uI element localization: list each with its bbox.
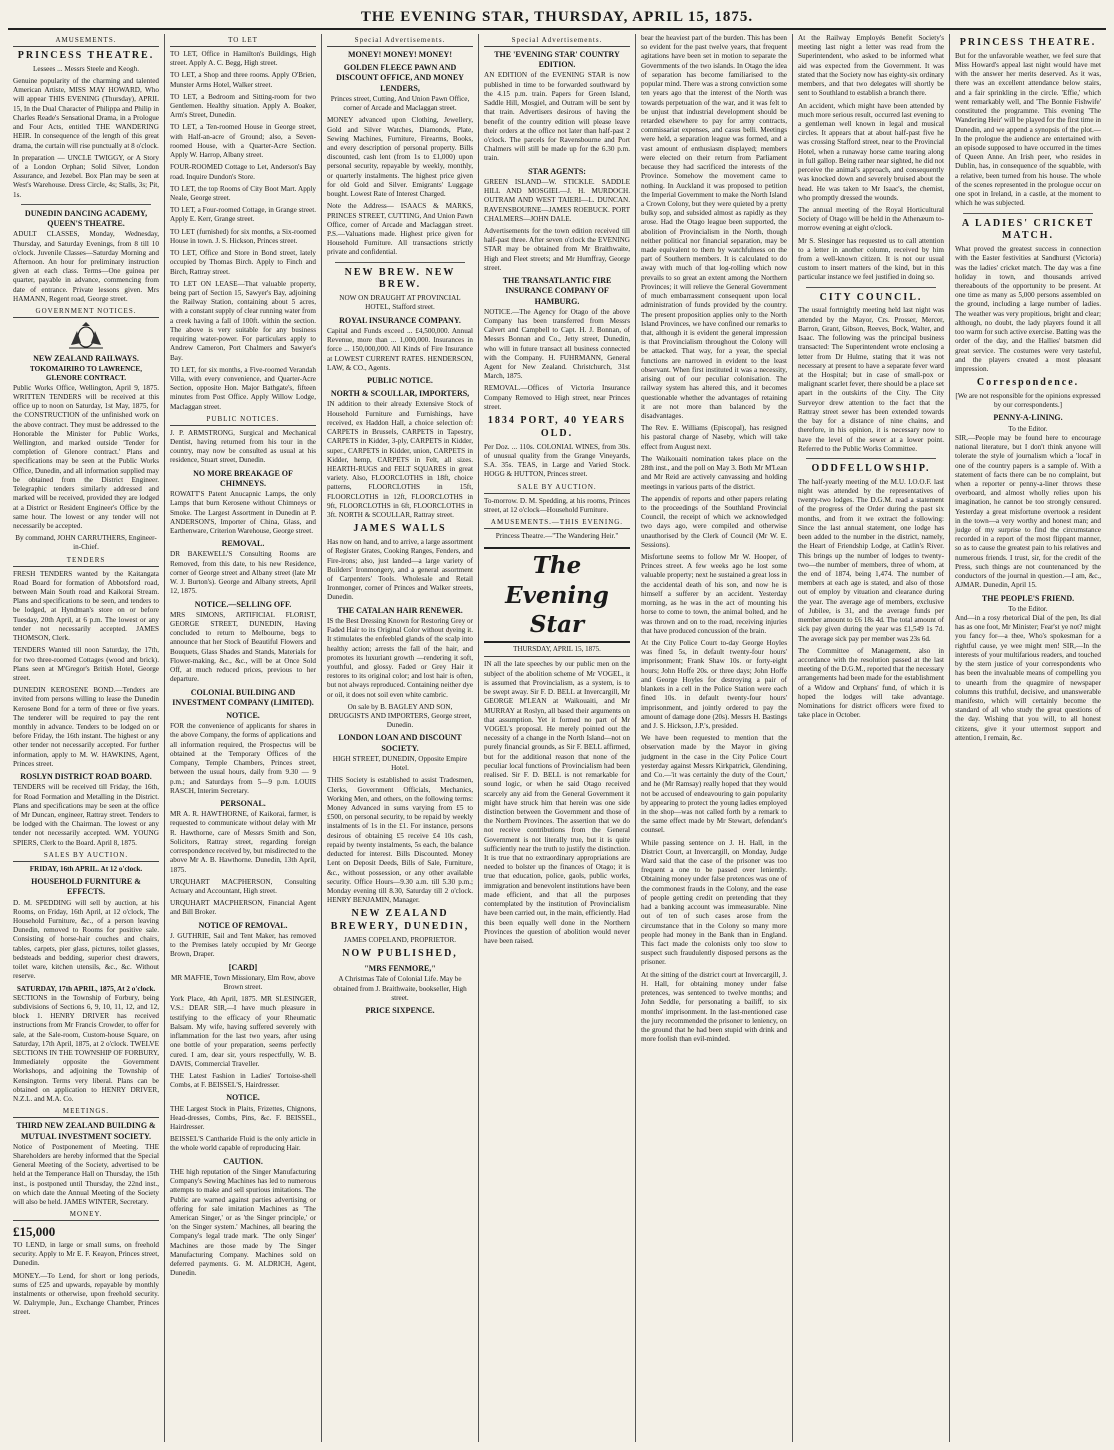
dancing-ad-title: DUNEDIN DANCING ACADEMY, QUEEN'S THEATRE. <box>24 208 148 229</box>
royal-insurance-title: ROYAL INSURANCE COMPANY. <box>339 315 461 325</box>
sale-date: SATURDAY, 17th APRIL, 1875, At 2 o'clock. <box>16 984 156 993</box>
selling-off-body: MRS SIMONS, ARTIFICIAL FLORIST, GEORGE STREET, DUNEDIN, Having concluded to return to Melbourne, begs to announce that her Stock of Beautiful Flowers and Bouquets, Glass Shades and Stands, Materials for Flower-making, &c., &c., will be at Once Sold Off, at much reduced prices, previous to her departure. <box>170 610 316 684</box>
section-heading-tenders: TENDERS <box>13 556 159 567</box>
letter-title: PENNY-A-LINING. <box>993 413 1063 423</box>
golden-fleece-title: GOLDEN FLEECE PAWN AND DISCOUNT OFFICE, AND MONEY LENDERS, <box>336 63 464 93</box>
letter-salutation: To the Editor. <box>1008 604 1048 613</box>
now-published-title: NOW PUBLISHED, <box>342 948 458 960</box>
correspondence-disclaimer: [We are not responsible for the opinions expressed by our correspondents.] <box>955 391 1101 410</box>
to-let-ad: TO LET (furnished) for six months, a Six-roomed House in town. J. S. Hickson, Princes street. <box>170 227 316 245</box>
theatre-ad-title: PRINCESS THEATRE. <box>17 49 155 61</box>
golden-fleece-body: MONEY advanced upon Clothing, Jewellery, Gold and Silver Watches, Diamonds, Plate, Sewing Machines, Furniture, Firearms, Books, and every description of personal property. Bills discounted, cash lent (from 1s to £1,000) upon personal security, repayable by weekly, monthly, or quarterly instalments. The highest price given for old Gold and Silver. Emigrants' Luggage bought. Lowest Rate of Interest Charged. <box>327 116 473 199</box>
news-item: The Rev. E. Williams (Episcopal), has resigned his pastoral charge of Naseby, which will take effect from August next. <box>641 424 787 451</box>
meeting-title: THIRD NEW ZEALAND BUILDING & MUTUAL INVESTMENT SOCIETY. <box>16 1121 156 1141</box>
testimonial-letter: York Place, 4th April, 1875. MR SLESINGER, V.S.: DEAR SIR,—I have much pleasure in testifying to the efficacy of your Rheumatic Balsam. My wife, having suffered severely with inflammation for the last two years, after using one bottle of your preparation, seems perfectly cured. I am, dear sir, yours respectfully, W. B. DAVIS, Commercial Traveller. <box>170 995 316 1068</box>
news-item: At the City Police Court to-day George Hoyles was fined 5s, in default twenty-four hours' imprisonment; Frank Shaw 10s. or forty-eight hours; John Hoffe 20s. or three days; John Hoffe and George Hoyles for destroying a pair of blankets in a cell in the Police Station were each fined 10s. in default twenty-four hours' imprisonment, and jointly ordered to pay the amount of damage done (20s). Messrs H. Bastings and J. S. Hickson, J.P.'s, presided. <box>641 639 787 730</box>
tender-ad: FRESH TENDERS wanted by the Kaitangata Road Board for formation of Abbotsford road, between Main South road and Kaikorai Stream. Plans and specifications to be seen, and tenders to be lodged, at Hyndman's store on or before Tuesday, 20th April, at 6 p.m. The lowest or any tender not necessarily accepted. JAMES THOMSON, Clerk. <box>13 569 159 643</box>
news-item: The Waikouaiti nomination takes place on the 28th inst., and the poll on May 3. Both Mr M'Lean and Mr Reid are actively canvassing and holding meetings in various parts of the district. <box>641 454 787 491</box>
royal-crest-icon <box>13 321 159 351</box>
oddfellowship-report: The Committee of Management, also in accordance with the resolution passed at the last meeting of the D.G.M., reported that the necessary arrangements had been made for the establishment of a Widow and Orphans' fund, of which it is hoped the lodges will take advantage. Nominations for district officers were fixed to take place in October. <box>798 646 944 720</box>
news-item: At the Railway Employés Benefit Society's meeting last night a letter was read from the Superintendent, who asked to be informed what aid was expected from the Government. It was stated that the Society now has eighty-six ordinary members, and that two delegates will shortly be sent to Southland to establish a branch there. <box>798 34 944 98</box>
beissel-ad: BEISSEL'S Cantharide Fluid is the only article in the whole world capable of reproducing Hair. <box>170 1135 316 1153</box>
sale-title: HOUSEHOLD FURNITURE & EFFECTS. <box>31 877 141 897</box>
removal-title: REMOVAL. <box>221 539 265 549</box>
article-continuation: bear the heaviest part of the burden. This has been so evident for the past twelve years, that frequent agitations have been set in motion to separate the Governments of the two islands. In Otago the idea of separation has become familiarised to the popular mind. There was a strong conviction some ten years ago that the interest of the North was towards perpetuation of the war, and it was felt to be unjust that industrial development should be retarded elsewhere to pay for army contracts, commissariat expenses, and casus belli. Meetings were held, a separation league was formed, and a vast amount of enthusiasm displayed; members were elected on their return from Parliament because they had sacrificed the interests of the Province. Somehow the movement came to nothing. In Auckland it was proposed to petition the Imperial Government to make the North Island a Crown Colony, but they were quieted by a pretty bulky sop, and subsided almost as rapidly as they arose. Had the Otago league been supported, the abolition of Provincialism in the North, though neither political nor financial separation, may be made equivalent to them by watchfulness on the part of Southern members. It is calculated to do away with much of that log-rolling which now prevails to so great an extent among the Northern Provinces; it will relieve the General Government of much embarrassment consequent upon local administration of funds provided by the country. The present proposition applies only to the North Island Provinces, we have confined our remarks to that, although it is evident the general impression is that Provincialism throughout the Colony will be attacked. That way, for a year, the special functions are narrowed in evident to the least observant. When first instituted it was a necessity, arising out of our peculiar colonisation. The railway system has altered this, and it becomes questionable whether the advantages of retaining it are not more than balanced by the disadvantages. <box>641 34 787 420</box>
removal-body: DR BAKEWELL'S Consulting Rooms are Removed, from this date, to his new Residence, corner of George street and Albany street (late Mr W. J. Burton's). George and Albany streets, April 12, 1875. <box>170 550 316 596</box>
star-agents-title: STAR AGENTS: <box>528 166 586 176</box>
north-scoullar-body: IN addition to their already Extensive Stock of Household Furniture and Furnishings, have received, ex Haddon Hall, a choice selection of: CARPETS in Brussels, CARPETS in Tapestry, CARPETS in Kidder, 3-ply, CARPETS in Kidder, super., CARPETS in Kidder, union, CARPETS in Kidder, hemp, CARPETS in Felt, all sizes. HEARTH-RUGS and FELT SQUARES in great variety. Also, FLOORCLOTHS in 18ft, choice patterns, FLOORCLOTHS in 15ft, FLOORCLOTHS in 12ft, FLOORCLOTHS in 9ft, FLOORCLOTHS in 6ft, FLOORCLOTHS in 3ft. NORTH & SCOULLAR, Rattray street. <box>327 400 473 520</box>
money-banner: MONEY! MONEY! MONEY! <box>348 49 452 59</box>
news-item: The annual meeting of the Royal Horticultural Society of Otago will be held in the Athenæum to-morrow evening at eight o'clock. <box>798 205 944 233</box>
letter-body: And—in a rosy rhetorical Dial of the pen, Its dial has as one foot, Mr Minister; Fear'st ye not? might you fancy for—a thee, Who's spokesman for a rightful cause, ye wee might men! SIR,—In the interests of your multifarious readers, and touched by the stern justice of your correspondents who has been the invaluable means of compelling you to unearth from the quagmire of newspaper columns this truthful, decisive, and unanswerable manifesto, which will certainly become the standard of all who study the great questions of the day. Wishing that you will, to all honest citizens, give it your uttermost support and attention, I remain, &c. <box>955 614 1101 742</box>
theatre-ad-body: Genuine popularity of the charming and talented American Artiste, MISS MAY HOWARD, Who will appear THIS EVENING (Thursday), APRIL 15, In the Dual Character of Philippa and Philip in Charles Reade's Sensational Drama, in a Prologue and Four Acts, entitled THE WANDERING HEIR. In consequence of the length of this great drama, the curtain will rise punctually at 8 o'clock. <box>13 76 159 150</box>
beissel-ad: THE Latest Fashion in Ladies' Tortoise-shell Combs, at F. BEISSEL'S, Hairdresser. <box>170 1071 316 1090</box>
leading-article: IN all the late speeches by our public men on the subject of the abolition scheme of Mr VOGEL, it is assumed that Provincialism, as a system, is to be swept away. Sir F. D. BELL at Invercargill, Mr GEORGE M'LEAN at Waikouaiti, and Mr MURRAY at Roslyn, all based their arguments on that assumption. Yet it formed no part of Mr VOGEL's proposal. He merely pointed out the necessity of a change in the North Island—not on purely financial grounds, as Sir F. BELL affirmed, but for the additional reason that none of the peculiar local functions of Provincialism had been realised. Sir F. D. BELL is not remarkable for sound logic, or when he said Otago received scarcely any aid from the General Government it might have struck him that herein was one side distinction between the Government and those of the Northern Provinces. The assertion that we do not receive contributions from the General Government is not literally true, but it is quite sufficiently near the truth to justify the distinction. It is true that no extraordinary appropriations are needed to bolster up the finances of Otago; it is true that education, police, gaols, public works, immigration and benevolent institutions have been made efficient, and that all the purposes contemplated by the institution of Provincialism have been carried out, in the main, efficiently. Had this been equally well done in the Northern Provinces the question of abolition would never have been raised. <box>484 660 630 945</box>
page-masthead: THE EVENING STAR, THURSDAY, APRIL 15, 1875. <box>8 6 1106 30</box>
meeting-body: Notice of Postponement of Meeting. THE Shareholders are hereby informed that the Special General Meeting of the Society, advertised to be held at the Temperance Hall on Thursday, the 15th inst., is postponed until Thursday, the 22nd inst., on which date the Annual Meeting of the Society will also be held. JAMES WINTER, Secretary. <box>13 1142 159 1207</box>
column-7 <box>950 34 1106 1442</box>
colonial-company-body: FOR the convenience of applicants for shares in the above Company, the forms of applications and all information required, the Prospectus will be obtained at the Temporary Offices of the Company, Temple Chambers, Princes street, between the usual hours, daily from 9.30 — 9 p.m.; and Saturdays from 5—9 p.m. LOUIS RASCH, Interim Secretary. <box>170 722 316 795</box>
cricket-match-body: What proved the greatest success in connection with the Easter festivities at Sandhurst (Victoria) was the ladies' cricket match. The day was a fine holiday in town, and thousands arrived thereabouts of the opportunity to be present. At one time as many as 5,000 persons assembled on the ground, including a large number of ladies. The weather was very propitious, bright and clear; although, no doubt, the lady players found it all too warm for such active exercise. Batting was the order of the day, and the Hallies' batsmen did great service. The costumes were very tasteful, and the players created a most pleasant impression. <box>955 245 1101 373</box>
notice-of-removal-body: J. GUTHRIE, Sail and Tent Maker, has removed to the Premises lately occupied by Mr George Brown, Draper. <box>170 931 316 959</box>
port-wine-title: 1834 PORT, 40 YEARS OLD. <box>487 415 627 439</box>
divider <box>806 458 936 459</box>
section-heading-special: Special Advertisements. <box>327 36 473 47</box>
railways-notice-title: NEW ZEALAND RAILWAYS. <box>33 353 139 363</box>
urquhart-ad: URQUHART MACPHERSON, Consulting Actuary and Accountant, High street. <box>170 877 316 895</box>
news-item: At the sitting of the district court at Invercargill, J. H. Hall, for obtaining money under false pretences, was sentenced to twelve months; and John Seddle, for personating a bailiff, to six months' imprisonment. In the last-mentioned case the jury recommended the prisoner to leniency, on the ground that he had been stupid with drink and more foolish than evil-minded. <box>641 970 787 1044</box>
catalan-title: THE CATALAN HAIR RENEWER. <box>337 605 463 615</box>
royal-insurance-body: Capital and Funds exceed ... £4,500,000. Annual Revenue, more than ... 1,000,000. Insurances in force ... 150,000,000. All Kinds of Fire Insurance at LOWEST CURRENT RATES. HENDERSON, LAW, & CO., Agents. <box>327 326 473 372</box>
loan-society-title: LONDON LOAN AND DISCOUNT SOCIETY. <box>338 733 462 753</box>
theatre-ad-preparation: In preparation — UNCLE TWIGGY, or A Story of a London Orphan; Solid Silver, London Assurance, and Jezebel. Box Plan may be seen at West's Warehouse. Dress Circle, 4s; Stalls, 3s; Pit, 1s. <box>13 153 159 199</box>
news-item: We have been requested to mention that the observation made by the Mayor in giving judgment in the case in the City Police Court yesterday against Messrs Kirkpatrick, Glendining, and Co.—'it was certainly the duty of the Court,' and he (Mr Ramsay) really hoped that they would not be accused of endeavouring to gain popularity by appearing to protect the young ladies employed in the shop—was not called forth by a remark to the same effect made by Mr Stewart, defendant's counsel. <box>641 734 787 835</box>
country-edition-title: THE 'EVENING STAR' COUNTRY EDITION. <box>494 49 620 70</box>
catalan-body: IS the Best Dressing Known for Restoring Grey or Faded Hair to its Original Color without dyeing it. It stimulates the enfeebled glands of the scalp into healthy action; arrests the fall of the hair, and promotes its luxuriant growth —rendering it soft, youthful, and glossy. Faded or Grey Hair it restores to its original color; and lost hair is often, but not always reproduced. Containing neither dye or oil, it does not soil even white cambric. <box>327 616 473 699</box>
to-let-ad: TO LET, a Bedroom and Sitting-room for two Gentlemen. Healthy situation. Apply A. Boaker, Arm's Street, Dunedin. <box>170 92 316 120</box>
beissel-notice-title: NOTICE. <box>226 1093 260 1103</box>
railways-notice-signature: By command, JOHN CARRUTHERS, Engineer-in-Chief. <box>15 534 157 552</box>
column-6 <box>793 34 950 1442</box>
notice-of-removal-title: NOTICE OF REMOVAL. <box>198 920 288 930</box>
to-let-ad: TO LET, Office and Store in Bond street, lately occupied by Thomas Birch. Apply to Finch and Birch, Rattray street. <box>170 249 316 276</box>
divider <box>335 262 465 263</box>
news-item: While passing sentence on J. H. Hall, in the District Court, at Invercargill, on Monday, Judge Ward said that the case of the prisoner was too frequent a one to be passed over leniently. Obtaining money under false pretences was one of the commonest frauds in the Colony, and the ease of people getting credit on pretending that they had a banking account was immeasurable. Nine out of ten of such cases arose from the circumstance that in the Colony so many more people had money in the Bank than in England. This fact made the colonists only too slow to suspect such fraudulently disposed persons as the prisoner. <box>641 838 787 967</box>
sale-body: SECTIONS in the Township of Forbury, being subdivisions of Sections 6, 9, 10, 11, 12, and 12, block 1. HENRY DRIVER has received instructions from Mr Francis Crowder, to offer for sale, at the Sale-room, Custom-house Square, on Saturday, 17th April, 1875, at 2 o'clock. TWELVE SECTIONS IN THE TOWNSHIP OF FORBURY, Immediately opposite the Government Workshops, and adjoining the Township of Kensington. Terms very liberal. Plans can be obtained on application to HENRY DRIVER, N.Z.L. and M.A. Co. <box>13 993 159 1104</box>
amusements-body: Princess Theatre.—"The Wandering Heir." <box>495 531 619 540</box>
section-heading-meetings: MEETINGS. <box>13 1107 159 1118</box>
star-agents-note: Advertisements for the town edition received till half-past three. After seven o'clock the EVENING STAR may be obtained from Mr Braithwaite, High and Fleet streets; and Mr Humffray, George street. <box>484 226 630 272</box>
dancing-ad-body: ADULT CLASSES, Monday, Wednesday, Thursday, and Saturday Evenings, from 8 till 10 o'clock. Juvenile Classes—Saturday Morning and Afternoon. An hour for preliminary instruction given at each class. Terms—One guinea per quarter, payable in advance, commencing from date of entrance. Private lessons given. Mrs HAMANN, Regent road, George street. <box>13 230 159 303</box>
sale-by-auction-body: To-morrow. D. M. Spedding, at his rooms, Princes street, at 12 o'clock—Household Furniture. <box>484 496 630 514</box>
newspaper-columns <box>8 34 1106 1442</box>
theatre-review-body: But for the unfavorable weather, we feel sure that Miss Howard's appeal last night would have met with the answer her merits deserved. As it was, there was an excellent attendance below stairs, and a fair sprinkling in the circle. 'Effie,' which went remarkably well, and 'The Bonnie Fishwife' constituted the programme. This evening 'The Wandering Heir' will be played for the first time in Dunedin, and we append a synopsis of the plot.—In the prologue the audience are entertained with an episode supposed to have occurred in the times of Queen Anne. An Irish peer, who resides in Dublin, has, in consequence of the squabble, with a relative, been turned from his house. The whole of the scenes represented in the prologue occur on one spot in Ireland, in a castle, at the moment to which he was subjected. <box>955 51 1101 208</box>
removal-notice: REMOVAL.—Offices of Victoria Insurance Company Removed to High street, near Princes street. <box>484 384 630 411</box>
urquhart-ad: URQUHART MACPHERSON, Financial Agent and Bill Broker. <box>170 899 316 917</box>
newspaper-nameplate: The Evening Star <box>484 547 630 643</box>
railways-notice-subtitle: TOKOMAIRIRO TO LAWRENCE, GLENORE CONTRACT. <box>29 365 143 383</box>
sale-body: D. M. SPEDDING will sell by auction, at his Rooms, on Friday, 16th April, at 12 o'clock, The Household Furniture, &c., of a person leaving Dunedin, removed to Rooms for positive sale. Consisting of horse-hair couches and chairs, tables, carpets, pier glass, pictures, toilet glasses, bedsteads and bedding, superior chest drawers, toilet ware, kitchen utensils, &c., &c. Without reserve. <box>13 898 159 981</box>
roslyn-board-body: TENDERS will be received till Friday, the 16th, for Road Formation and Metalling in the District. Plans and specifications may be seen at the office of Mr Duncan, engineer, Rattray street. Tenders to be lodged with the Chairman. The lowest or any tender not necessarily accepted. WM. YOUNG SPIERS, Clerk to the Board. April 8, 1875. <box>13 783 159 847</box>
to-let-ad: TO LET, a Four-roomed Cottage, in Grange street. Apply E. Kerr, Grange street. <box>170 206 316 224</box>
column-2 <box>165 34 322 1442</box>
colonial-company-title: COLONIAL BUILDING AND INVESTMENT COMPANY (LIMITED). <box>172 687 314 707</box>
caution-title: CAUTION. <box>223 1156 263 1166</box>
caution-body: THE high reputation of the Singer Manufacturing Company's Sewing Machines has led to numerous attempts to make and sell spurious imitations. The Public are warned against parties advertising or offering for sale imitation Machines as 'The American Singer,' or as 'the Singer principle,' or 'on the Singer system.' Machines, all bearing the Company's legal trade mark. 'The only Singer' Machines are those made by The Singer Manufacturing Company. Machines sold on deferred payments. G. M. ALDRICH, Agent, Dunedin. <box>170 1167 316 1278</box>
loan-society-address: HIGH STREET, DUNEDIN, Opposite Empire Hotel. <box>332 754 468 773</box>
card-title: [CARD] <box>228 962 258 972</box>
to-let-ad: TO LET, Office in Hamilton's Buildings, High street. Apply A. C. Begg, High street. <box>170 49 316 68</box>
news-item: An accident, which might have been attended by much more serious result, occurred last evening to a gentleman well known in legal and musical circles. It appears that at about half-past five he was crossing Stafford street, near to the Provincial Hotel, when a runaway horse came tearing along in full gallop. Being rather near sighted, he did not perceive the animal's approach, and consequently was knocked down and severely bruised about the head. He was taken to Mr Isaac's, the chemist, who promptly dressed the wounds. <box>798 101 944 202</box>
divider <box>963 213 1093 214</box>
city-council-title: CITY COUNCIL. <box>819 291 923 303</box>
news-item: Mr S. Slesinger has requested us to call attention to a letter in another column, received by him from a well-known citizen. It is not our usual custom to insert matters of the kind, but in this particular instance we feel justified in doing so. <box>798 236 944 282</box>
roslyn-board-title: ROSLYN DISTRICT ROAD BOARD. <box>20 772 152 782</box>
new-brew-body: NOW ON DRAUGHT AT PROVINCIAL HOTEL, Stafford street. <box>339 294 461 312</box>
star-agents-list: GREEN ISLAND—W. STICKLE. SADDLE HILL AND MOSGIEL—J. H. MURDOCH. OUTRAM AND WEST TAIERI—L. DUNCAN. RAVENSBOURNE—JAMES ROEBUCK. PORT CHALMERS—JOHN DALE. <box>484 177 630 223</box>
theatre-lessees: Lessees ... Messrs Steele and Keogh. <box>33 64 139 73</box>
notice-title: NOTICE. <box>226 711 260 720</box>
dentist-notice: J. P. ARMSTRONG, Surgical and Mechanical Dentist, having returned from his tour in the country, may now be consulted as usual at his residence, Stuart street, Dunedin. <box>170 428 316 465</box>
north-scoullar-title: NORTH & SCOULLAR, IMPORTERS, <box>330 389 470 399</box>
selling-off-title: NOTICE.—SELLING OFF. <box>194 599 292 609</box>
divider <box>21 204 151 205</box>
letter-body: SIR,—People may be found here to encourage national literature, but I don't think anyone will tolerate the style of journalism which a 'local' in one of the country papers is a sample of. With a statement of facts there can be no complaint, but when a reporter or penny-a-liner throws these overboard, and almost wholly relies upon his imagination, he cannot be too strongly censured. Yesterday a great misfortune overtook a resident in the town—a very worthy and honest man; and judge of my surprise to find the circumstance recorded in a report of the most flippant manner, so as to cause the greatest pain to his relatives and numerous friends. I trust, sir, for the credit of the Press, such things are not countenanced by the conductors of the journal in question.—I am, &c., AJMAR. Dunedin, April 15. <box>955 433 1101 590</box>
tender-ad: DUNEDIN KEROSENE BOND.—Tenders are invited from persons willing to lease the Dunedin Kerosene Bond for a term of three or five years. The tenderer will be required to pay the rent monthly in advance. Tenders to be lodged on or before Friday, the 16th instant. The highest or any other tender not necessarily accepted. For further information, apply to M. W. HAWKINS, Agent, Princes street. <box>13 686 159 768</box>
money-ad: TO LEND, in large or small sums, on freehold security. Apply to Mr E. F. Keayon, Princes street, Dunedin. <box>13 1240 159 1268</box>
city-council-report: The usual fortnightly meeting held last night was attended by the Mayor, Crs. Prosser, Mercer, Barron, Grant, Gibson, Reeves, Bock, Walter, and Isaac. The following was the principal business transacted: The Superintendent wrote enclosing a letter from Dr Hulme, stating that it was not necessary at present to have a separate fever ward at the Hospital; but in case of small-pox or malignant scarlet fever, there should be a place set apart in the outskirts of the City. The City Surveyor drew attention to the fact that the Rattray street sewer has been extended towards the bay for a distance of nine chains, and therefore, in his opinion, it is necessary now to have the level of the sewer at a lower point. Referred to the Public Works Committee. <box>798 306 944 453</box>
golden-fleece-signature: Note the Address— ISAACS & MARKS, PRINCES STREET, CUTTING, And Union Pawn Office, corner of Arcade and Maclaggan street. P.S.—Valuations made. Highest price given for Household Furniture. All transactions strictly private and confidential. <box>327 202 473 257</box>
news-item: Misfortune seems to follow Mr W. Hooper, of Princes street. A few weeks ago he lost some valuable property; next he sustained a great loss in the accidental death of his son, and now he is himself a sufferer by an accident. Yesterday morning, as he was in the act of mounting his horse to come to town, the animal bolted, and he was thrown and on to the road, receiving injuries that have produced concussion of the brain. <box>641 553 787 635</box>
tender-ad: TENDERS Wanted till noon Saturday, the 17th, for two three-roomed Cottages (wood and brick). Plans seen at M'Gregor's British Hotel, George street. <box>13 646 159 682</box>
to-let-ad: TO LET, for six months, a Five-roomed Verandah Villa, with every convenience, and Quarter-Acre Section, opposite Hon. Major Bathgate's, fifteen minutes from Post Office. Apply Willow Lodge, Maclaggan street. <box>170 365 316 411</box>
book-title: "MRS FENMORE," <box>364 964 436 974</box>
personal-title: PERSONAL. <box>220 798 266 808</box>
cricket-match-title: A LADIES' CRICKET MATCH. <box>961 217 1095 242</box>
section-heading-sales: SALES BY AUCTION. <box>13 851 159 862</box>
chimneys-ad-title: NO MORE BREAKAGE OF CHIMNEYS. <box>193 468 293 488</box>
catalan-sale: On sale by B. BAGLEY AND SON, DRUGGISTS AND IMPORTERS, George street, Dunedin. <box>328 702 472 730</box>
chimneys-ad-body: ROWATT'S Patent Anucapnic Lamps, the only Lamps that burn Kerosene without Chimneys or Smoke. The Largest Assortment in Dunedin at P. ANDERSON'S, Importer of China, Glass, and Earthenware, Criterion Warehouse, George street. <box>170 490 316 535</box>
column-4 <box>479 34 636 1442</box>
golden-fleece-address: Princes street, Cutting, And Union Pawn Office, corner of Arcade and Maclaggan street. <box>330 94 470 113</box>
nz-brewery-body: JAMES COPELAND, PROPRIETOR. <box>343 936 457 945</box>
letter-title: THE PEOPLE'S FRIEND. <box>981 593 1075 603</box>
section-heading-amusements: AMUSEMENTS. <box>13 36 159 47</box>
port-wine-body: Per Doz. ... 110s. COLONIAL WINES, from 30s. of unusual quality from the Grange Vineyards, S.A. 35s. TEAS, in Large and Varied Stock. HOGG & HUTTON, Princes street. <box>484 442 630 479</box>
to-let-ad: TO LET ON LEASE—That valuable property, being part of Section 15, Sawyer's Bay, adjoining the Railway Station, containing about 5 acres, with a constant supply of clear running water from a creek having a fall of 100ft. within the section. The above is very suitable for any business requiring water-power. For particulars apply to Andrew Cameron, Port Chalmers and Sawyer's Bay. <box>170 279 316 362</box>
sale-by-auction-title: SALE BY AUCTION. <box>484 483 630 494</box>
book-body: A Christmas Tale of Colonial Life. May be obtained from J. Braithwaite, bookseller, High street. <box>333 975 467 1002</box>
amusements-title: AMUSEMENTS.—THIS EVENING. <box>484 518 630 529</box>
correspondence-title: Correspondence. <box>976 377 1080 389</box>
book-price: PRICE SIXPENCE. <box>365 1005 435 1015</box>
to-let-ad: TO LET, the top Rooms of City Boot Mart. Apply Neale, George street. <box>170 184 316 203</box>
james-walls-body: Has now on hand, and to arrive, a large assortment of Register Grates, Cooking Ranges, Fenders, and Fire-irons; also, just landed—a large variety of Builders' Ironmongery, and a general assortment of Carpenters' Tools. Wholesale and Retail Ironmonger, corner of Princes and Walker streets, Dunedin. <box>327 538 473 602</box>
beissel-ad: THE Largest Stock in Plaits, Frizettes, Chignons, Head-dresses, Combs, Pins, &c. F. BEISSEL, Hairdresser. <box>170 1104 316 1132</box>
theatre-review-title: PRINCESS THEATRE. <box>959 37 1097 48</box>
transatlantic-body: NOTICE.—The Agency for Otago of the above Company has been transferred from Messrs Calvert and Campbell to Capt. H. J. Bonnan, of Messrs Bonnan and Co., Jetty street, Dunedin, who will in future transact all business connected with the Company. H. FUHRMANN, General Agent for New Zealand. Christchurch, 31st March, 1875. <box>484 307 630 381</box>
column-1 <box>8 34 165 1442</box>
transatlantic-title: THE TRANSATLANTIC FIRE INSURANCE COMPANY OF HAMBURG. <box>502 276 612 306</box>
section-heading-special: Special Advertisements. <box>484 36 630 47</box>
section-heading-public-notices: PUBLIC NOTICES. <box>170 415 316 426</box>
divider <box>806 287 936 288</box>
letter-salutation: To the Editor. <box>1008 424 1048 433</box>
money-ad: MONEY.—To Lend, for short or long periods, sums of £25 and upwards, repayable by monthly instalments or otherwise, upon freehold security. W. Dalrymple, Jun., Exchange Chamber, Princes street. <box>13 1271 159 1317</box>
oddfellowship-report: The half-yearly meeting of the M.U. I.O.O.F. last night was attended by the representatives of twenty-two lodges. The D.G.M. read a statement of the progress of the Order during the past six months, and from it we extract the following: Since the last annual statement, one lodge has been added to the number in the district, namely, the Heart of Friendship Lodge, at Catlin's River. This brings up the number of lodges to twenty-two—the number of members, three of whom, at the end of 1874, being 1,474. The number of members at each age is stated, and also of those out of employ by vituation and clearance during the year. The average age of members, exclusive of Jubilee, is 31, and the average funds per member amount to £6 18s 4d. The total amount of sick pay given during the year was £1,549 1s 7d. The average sick pay per member was 23s 6d. <box>798 477 944 643</box>
card-name: MR MAFFIE, Town Missionary, Elm Row, above Brown street. <box>171 973 315 991</box>
public-notice-title: PUBLIC NOTICE. <box>367 375 433 385</box>
money-amount: £15,000 <box>13 1224 56 1240</box>
personal-body: MR A. R. HAWTHORNE, of Kaikorai, farmer, is requested to communicate without delay with Mr R. Hawthorne, care of Messrs Smith and Son, Solicitors, Rattray street, regarding foreign correspondence received by, but misdirected to the above Mr A. B. Hawthorne. Dunedin, 13th April, 1875. <box>170 810 316 874</box>
sale-date: FRIDAY, 16th APRIL. At 12 o'clock. <box>29 864 143 873</box>
to-let-ad: TO LET, a Ten-roomed House in George street, with Half-an-acre of Ground; also, a Seven-roomed House, with a Quarter-Acre Section. Apply W. Harrop, Albany street. <box>170 123 316 160</box>
to-let-ad: FOUR-ROOMED Cottage to Let, Anderson's Bay road. Inquire Dundon's Store. <box>170 163 316 181</box>
section-heading-government: GOVERNMENT NOTICES. <box>13 307 159 318</box>
railways-notice-body: Public Works Office, Wellington, April 9, 1875. WRITTEN TENDERS will be received at this office up to noon on Saturday, 1st May, 1875, for the CONSTRUCTION of the unfinished work on the above contract. They must be addressed to the Honorable the Minister for Public Works, Wellington, and marked outside 'Tender for completion of Glenore contract.' Plans and specifications may be seen at the Public Works Office, Dunedin, and all information supplied may be obtained from the District Engineer. Telegraphic tenders similarly addressed and marked will be received, provided they are lodged at a District or Resident Engineer's Office by the same hour. The lowest or any tender will not necessarily be accepted. <box>13 383 159 530</box>
dateline: THURSDAY, APRIL 15, 1875. <box>484 645 630 657</box>
new-brew-title: NEW BREW. NEW BREW. <box>344 266 456 291</box>
loan-society-body: THIS Society is established to assist Tradesmen, Clerks, Government Officials, Mechanics, Working Men, and others, on the following terms: Money Advanced in sums varying from £5 to £500, on personal security, to be repaid by weekly instalments of 1s in the £1. For instance, persons desirous of obtaining £5 receive £4 10s cash, repaid by twenty instalments, 5s each, the balance deducted for interest. Bills Discounted. Money Lent on Deposit Deeds, Bills of Sale, Furniture, &c., without possession, or any other available security. Office Hours—9.30 a.m. till 5.30 p.m.; Monday evening till 8.30, Saturday till 2 o'clock. HENRY BENJAMIN, Manager. <box>327 776 473 905</box>
oddfellowship-title: ODDFELLOWSHIP. <box>811 462 931 474</box>
james-walls-title: JAMES WALLS <box>353 523 447 535</box>
section-heading-to-let: TO LET <box>170 36 316 47</box>
nz-brewery-title: NEW ZEALAND BREWERY, DUNEDIN, <box>330 908 470 933</box>
column-5 <box>636 34 793 1442</box>
section-heading-money: MONEY. <box>13 1210 159 1221</box>
column-3 <box>322 34 479 1442</box>
to-let-ad: TO LET, a Shop and three rooms. Apply O'Brien, Munster Arms Hotel, Walker street. <box>170 71 316 89</box>
news-item: The appendix of reports and other papers relating to the proceedings of the Southland Provincial Council, the receipt of which we acknowledged two days ago, were compiled and otherwise unauthorised by the Clerk of Council (Mr W. E. Sessions). <box>641 494 787 549</box>
country-edition-body: AN EDITION of the EVENING STAR is now published in time to be forwarded southward by the 4.15 p.m. train. Papers for Green Island, Saddle Hill, Mosgiel, and Outram will be sent by that train. Advertisers desirous of having the benefit of the country edition will please leave their orders at the office not later than half-past 2 o'clock. The parcels for Ravensbourne and Port Chalmers will still be made up for the 6.30 p.m. train. <box>484 71 630 163</box>
